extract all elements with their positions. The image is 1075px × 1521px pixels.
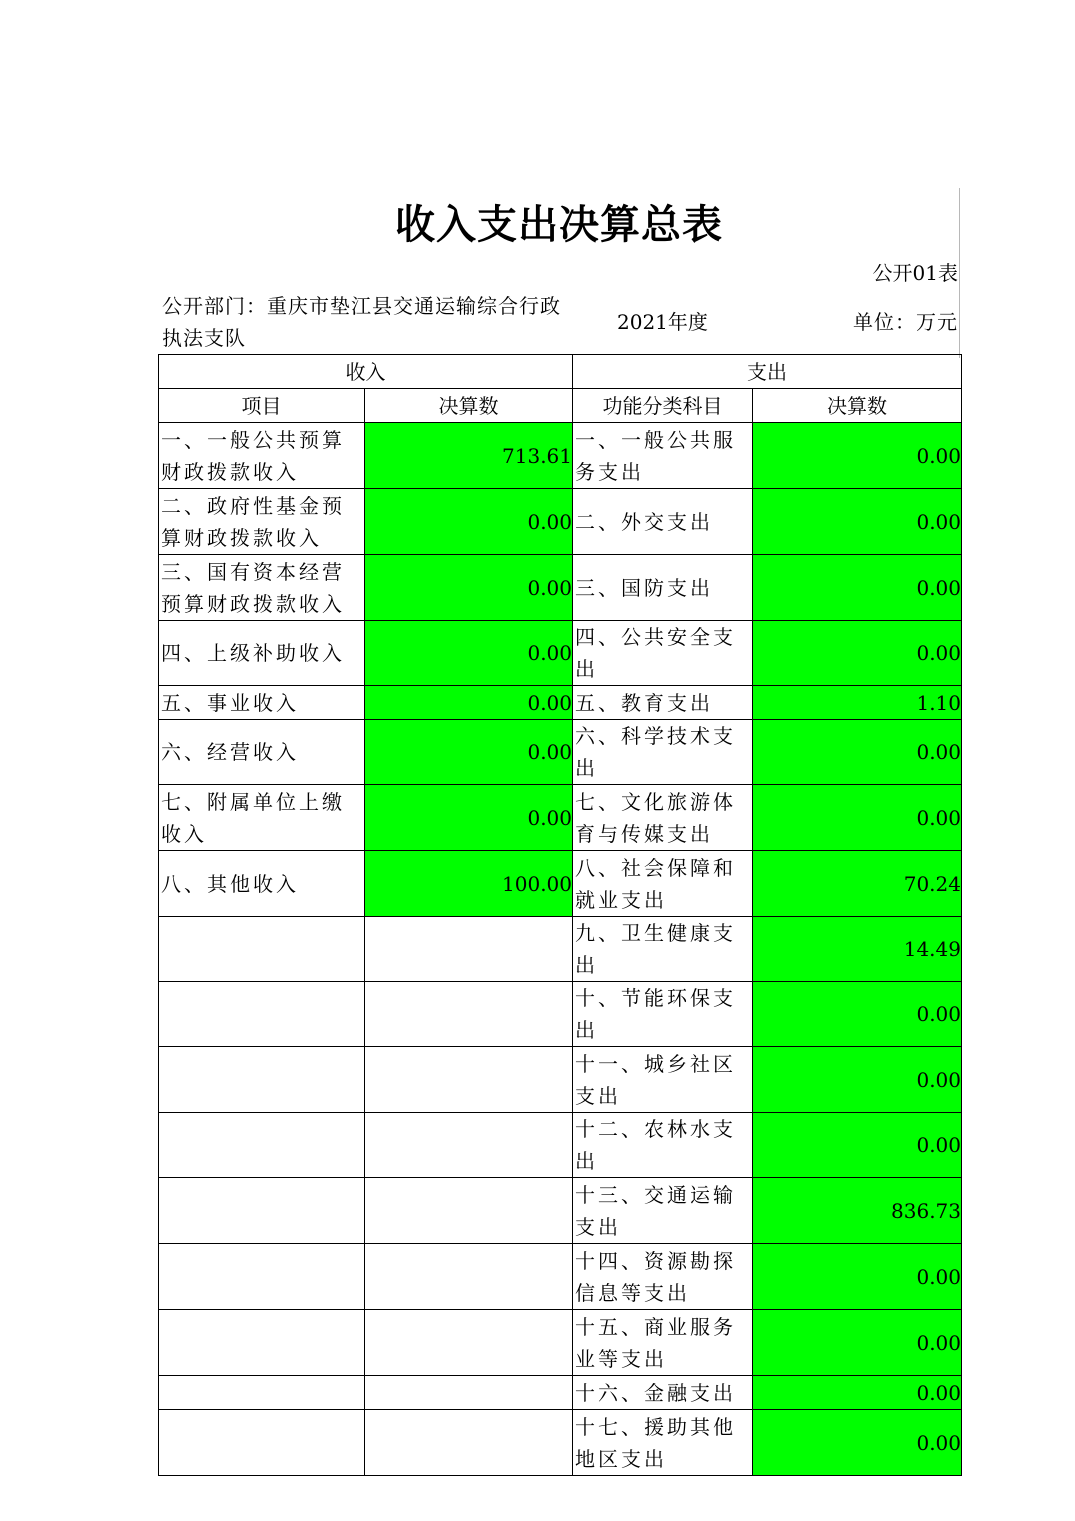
table-group-header-row	[159, 355, 962, 389]
expense-item-value: 0.00	[753, 1047, 962, 1113]
expense-item-label: 十三、交通运输支出	[573, 1178, 753, 1244]
unit-label: 单位：万元	[853, 310, 958, 334]
table-row	[159, 720, 962, 785]
income-item-value: 0.00	[365, 489, 573, 555]
income-item-value: 0.00	[365, 621, 573, 686]
expense-item-label: 三、国防支出	[573, 555, 753, 621]
expense-item-label: 八、社会保障和就业支出	[573, 851, 753, 917]
table-row	[159, 1376, 962, 1410]
empty-cell	[365, 1310, 573, 1376]
empty-cell	[159, 1113, 365, 1178]
expense-item-value: 836.73	[753, 1178, 962, 1244]
income-item-value: 0.00	[365, 555, 573, 621]
expense-item-label: 十、节能环保支出	[573, 982, 753, 1047]
table-row	[159, 851, 962, 917]
table-row	[159, 785, 962, 851]
table-row	[159, 1310, 962, 1376]
income-item-label: 六、经营收入	[159, 720, 365, 785]
empty-cell	[365, 1178, 573, 1244]
expense-item-label: 九、卫生健康支出	[573, 917, 753, 982]
income-item-label: 八、其他收入	[159, 851, 365, 917]
expense-item-label: 一、一般公共服务支出	[573, 423, 753, 489]
income-item-label: 三、国有资本经营预算财政拨款收入	[159, 555, 365, 621]
expense-item-label: 十四、资源勘探信息等支出	[573, 1244, 753, 1310]
expense-item-label: 七、文化旅游体育与传媒支出	[573, 785, 753, 851]
table-row	[159, 917, 962, 982]
table-row	[159, 1047, 962, 1113]
table-row	[159, 555, 962, 621]
expense-item-value: 0.00	[753, 1376, 962, 1410]
income-item-label: 四、上级补助收入	[159, 621, 365, 686]
income-amount-column-header: 决算数	[365, 389, 573, 423]
empty-cell	[159, 982, 365, 1047]
income-item-value: 0.00	[365, 785, 573, 851]
table-row	[159, 423, 962, 489]
expense-item-value: 0.00	[753, 1410, 962, 1476]
empty-cell	[159, 1310, 365, 1376]
expense-item-value: 0.00	[753, 1113, 962, 1178]
income-item-label: 一、一般公共预算财政拨款收入	[159, 423, 365, 489]
empty-cell	[365, 917, 573, 982]
income-item-value: 0.00	[365, 686, 573, 720]
income-item-value: 100.00	[365, 851, 573, 917]
empty-cell	[159, 1410, 365, 1476]
expense-item-value: 1.10	[753, 686, 962, 720]
expense-item-value: 0.00	[753, 423, 962, 489]
income-item-label: 七、附属单位上缴收入	[159, 785, 365, 851]
empty-cell	[365, 1410, 573, 1476]
expense-item-label: 六、科学技术支出	[573, 720, 753, 785]
expense-item-value: 0.00	[753, 982, 962, 1047]
empty-cell	[159, 1376, 365, 1410]
table-row	[159, 1244, 962, 1310]
expense-item-label: 五、教育支出	[573, 686, 753, 720]
empty-cell	[365, 982, 573, 1047]
table-column-header-row	[159, 389, 962, 423]
expense-item-label: 十二、农林水支出	[573, 1113, 753, 1178]
table-row	[159, 621, 962, 686]
table-row	[159, 982, 962, 1047]
table-row	[159, 489, 962, 555]
expense-group-header: 支出	[573, 355, 962, 389]
expense-item-label: 四、公共安全支出	[573, 621, 753, 686]
empty-cell	[159, 1178, 365, 1244]
expense-item-value: 70.24	[753, 851, 962, 917]
expense-item-value: 0.00	[753, 720, 962, 785]
table-row	[159, 686, 962, 720]
fiscal-year: 2021年度	[617, 310, 708, 334]
income-expense-table	[158, 354, 962, 1476]
table-row	[159, 1410, 962, 1476]
table-row	[159, 1113, 962, 1178]
expense-item-value: 0.00	[753, 555, 962, 621]
empty-cell	[159, 1047, 365, 1113]
income-group-header: 收入	[159, 355, 573, 389]
expense-item-label: 十六、金融支出	[573, 1376, 753, 1410]
expense-amount-column-header: 决算数	[753, 389, 962, 423]
department-label: 公开部门：重庆市垫江县交通运输综合行政执法支队	[162, 294, 561, 350]
income-item-value: 0.00	[365, 720, 573, 785]
expense-item-value: 0.00	[753, 621, 962, 686]
empty-cell	[365, 1244, 573, 1310]
expense-item-value: 0.00	[753, 1310, 962, 1376]
empty-cell	[365, 1113, 573, 1178]
table-row	[159, 1178, 962, 1244]
category-column-header: 功能分类科目	[573, 389, 753, 423]
table-number: 公开01表	[872, 261, 958, 285]
expense-item-value: 14.49	[753, 917, 962, 982]
expense-item-label: 十一、城乡社区支出	[573, 1047, 753, 1113]
empty-cell	[159, 917, 365, 982]
expense-item-value: 0.00	[753, 785, 962, 851]
expense-item-value: 0.00	[753, 489, 962, 555]
expense-item-label: 十五、商业服务业等支出	[573, 1310, 753, 1376]
expense-item-value: 0.00	[753, 1244, 962, 1310]
expense-item-label: 十七、援助其他地区支出	[573, 1410, 753, 1476]
expense-item-label: 二、外交支出	[573, 489, 753, 555]
page-title: 收入支出决算总表	[395, 201, 723, 248]
item-column-header: 项目	[159, 389, 365, 423]
empty-cell	[365, 1376, 573, 1410]
income-item-value: 713.61	[365, 423, 573, 489]
empty-cell	[159, 1244, 365, 1310]
income-item-label: 五、事业收入	[159, 686, 365, 720]
income-item-label: 二、政府性基金预算财政拨款收入	[159, 489, 365, 555]
empty-cell	[365, 1047, 573, 1113]
